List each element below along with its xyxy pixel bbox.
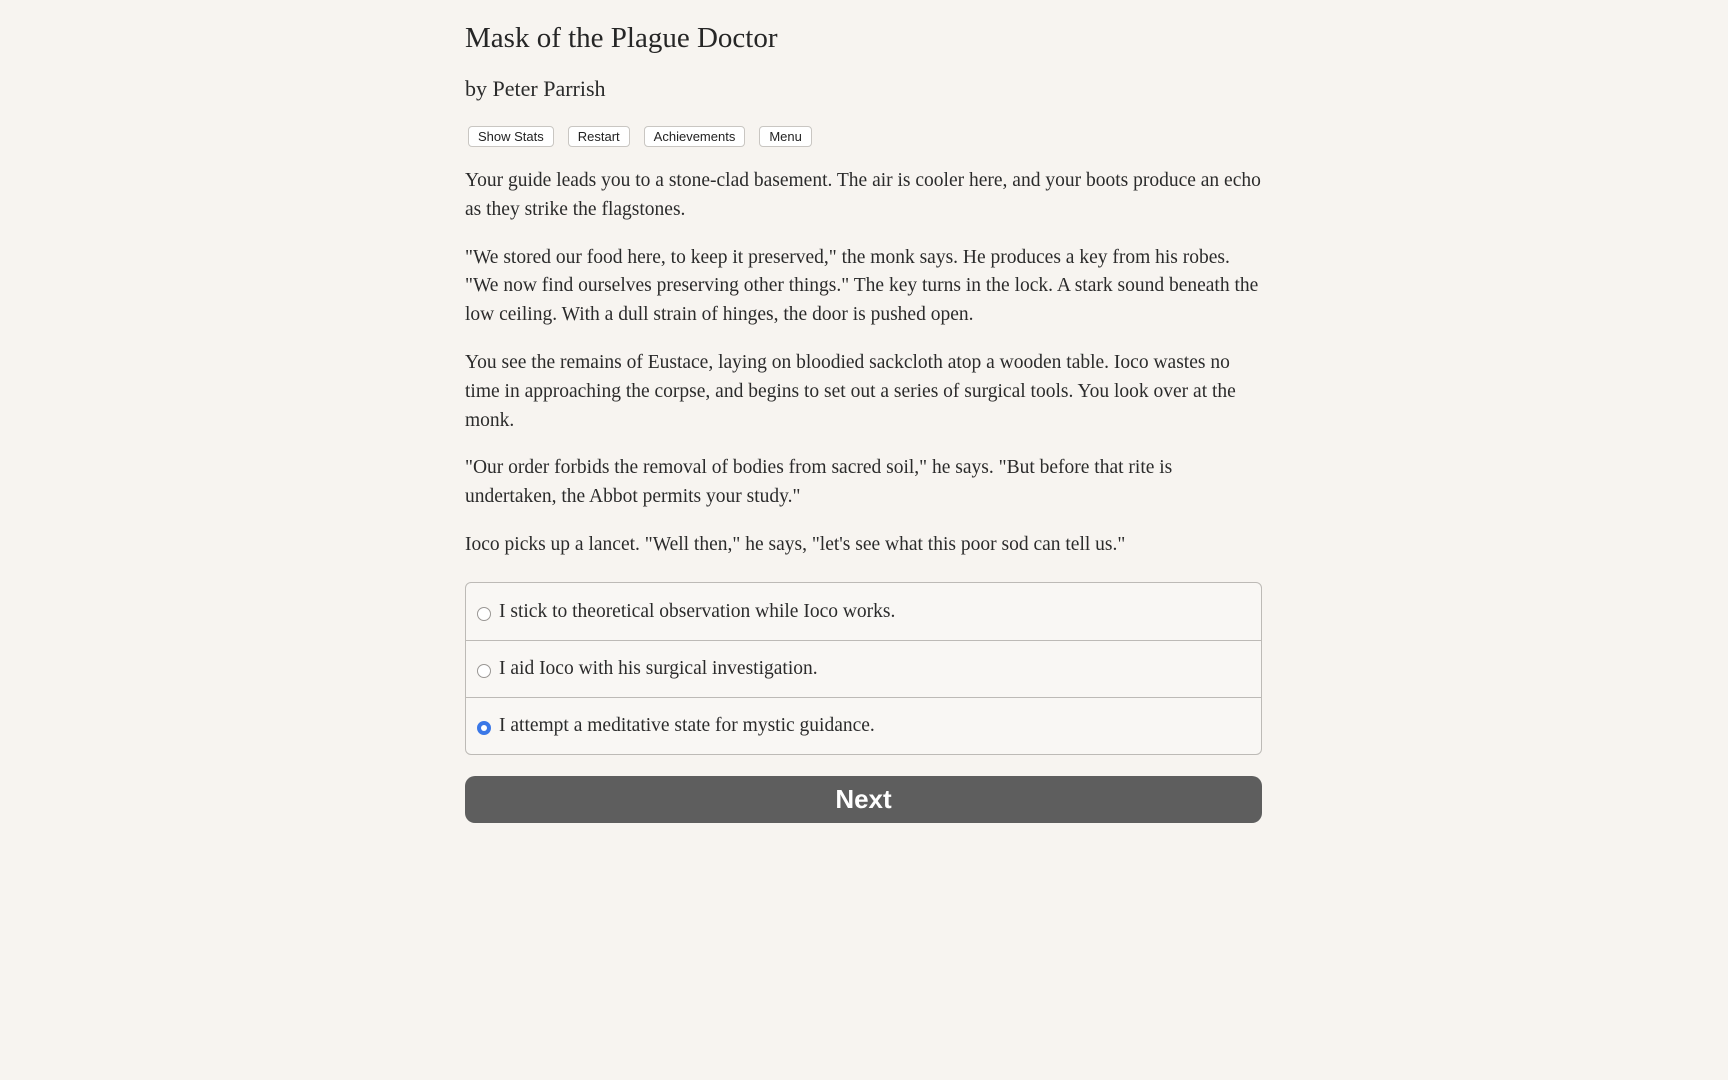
choice-list <box>465 582 1262 755</box>
radio-button[interactable] <box>477 607 491 621</box>
story-paragraph: Your guide leads you to a stone-clad basement. The air is cooler here, and your boots produce an echo as they strike the flagstones. <box>465 170 1261 220</box>
story-paragraph: Ioco picks up a lancet. "Well then," he says, "let's see what this poor sod can tell us." <box>465 533 1126 555</box>
choice-label: I aid Ioco with his surgical investigation. <box>499 658 818 679</box>
game-author: by Peter Parrish <box>465 76 606 101</box>
story-paragraph: You see the remains of Eustace, laying on bloodied sackcloth atop a wooden table. Ioco wastes no time in approaching the corpse, and begins to set out a series of surgical tools. You look over at the monk. <box>465 351 1236 431</box>
radio-button[interactable] <box>477 721 491 735</box>
choice-option-1[interactable] <box>466 583 1261 640</box>
game-title: Mask of the Plague Doctor <box>465 22 778 54</box>
game-toolbar <box>468 126 812 147</box>
radio-button[interactable] <box>477 664 491 678</box>
choice-label: I stick to theoretical observation while Ioco works. <box>499 600 896 622</box>
show-stats-button[interactable]: Show Stats <box>468 126 554 147</box>
next-button[interactable]: Next <box>465 776 1262 823</box>
story-paragraph: "Our order forbids the removal of bodies from sacred soil," he says. "But before that rite is undertaken, the Abbot permits your study." <box>465 457 1173 508</box>
story-paragraph: "We stored our food here, to keep it preserved," the monk says. He produces a key from his robes. "We now find ourselves preserving other things." The key turns in the lock. A stark sound beneath the low ceiling. With a dull strain of hinges, the door is pushed open. <box>465 246 1259 326</box>
choice-option-3[interactable] <box>466 697 1261 754</box>
story-text <box>465 167 1263 579</box>
menu-button[interactable]: Menu <box>759 126 812 147</box>
choice-label: I attempt a meditative state for mystic guidance. <box>499 715 875 736</box>
choice-option-2[interactable] <box>466 640 1261 697</box>
restart-button[interactable]: Restart <box>568 126 630 147</box>
achievements-button[interactable]: Achievements <box>644 126 746 147</box>
